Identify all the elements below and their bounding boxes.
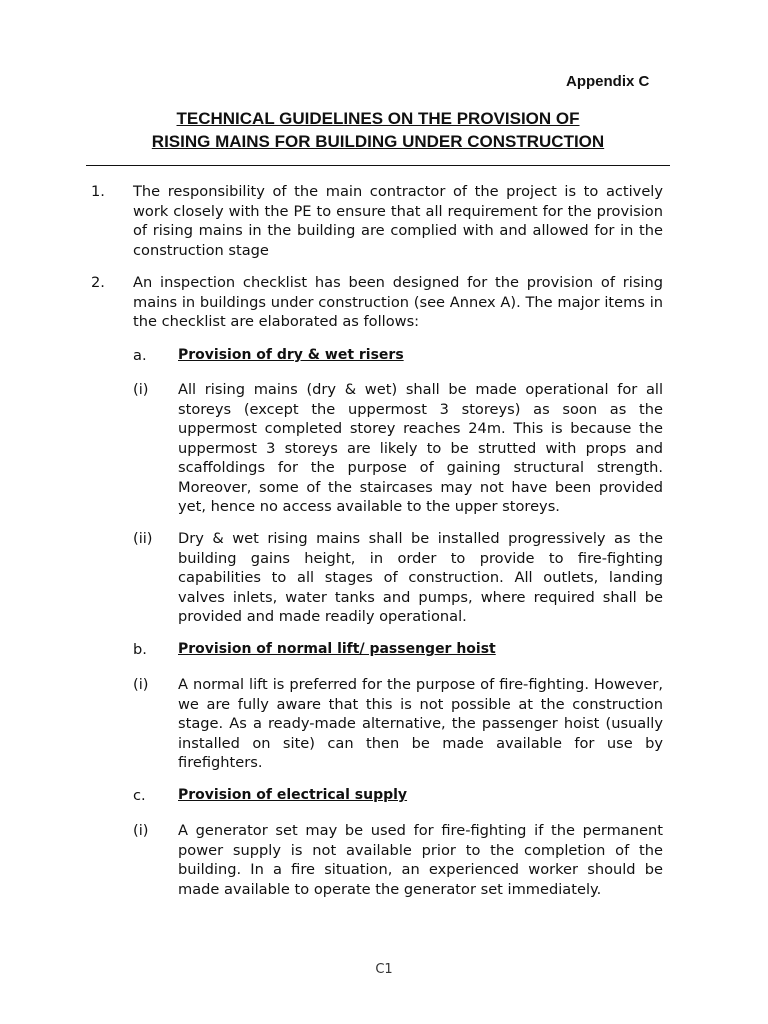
section-heading-b: Provision of normal lift/ passenger hoist <box>178 641 496 657</box>
subitem-label-b-i: (i) <box>133 676 149 693</box>
subitem-label-a-ii: (ii) <box>133 530 153 547</box>
section-letter-a: a. <box>133 347 147 364</box>
page-number: C1 <box>375 962 393 977</box>
section-heading-c: Provision of electrical supply <box>178 787 408 803</box>
section-letter-c: c. <box>133 787 146 804</box>
subitem-text-a-i: All rising mains (dry & wet) shall be made operational for all storeys (except the uppermost 3 storeys) as soon as the uppermost completed storey reaches 24m. This is because the uppermost 3 storeys are likely to be strutted with props and scaffoldings for the purpose of gaining structural strength. Moreover, some of the staircases may not have been provided yet, hence no access available to the upper storeys. <box>178 381 663 515</box>
title-divider <box>86 165 670 166</box>
section-letter-b: b. <box>133 641 147 658</box>
appendix-label: Appendix C <box>566 73 650 90</box>
item-number-1: 1. <box>91 183 105 200</box>
document-title-line-1: TECHNICAL GUIDELINES ON THE PROVISION OF <box>176 109 580 128</box>
subitem-text-a-ii: Dry & wet rising mains shall be installed progressively as the building gains height, in order to provide to fire-fighting capabilities to all stages of construction. All outlets, landing valves inlets, water tanks and pumps, where required shall be provided and made readily operational. <box>178 530 663 625</box>
item-text-1: The responsibility of the main contractor of the project is to actively work closely with the PE to ensure that all requirement for the provision of rising mains in the building are complied with and allowed for in the construction stage <box>133 183 663 259</box>
subitem-text-b-i: A normal lift is preferred for the purpose of fire-fighting. However, we are fully aware that this is not possible at the construction stage. As a ready-made alternative, the passenger hoist (usually installed on site) can then be made available for use by firefighters. <box>178 676 663 771</box>
document-title-line-2: RISING MAINS FOR BUILDING UNDER CONSTRUCTION <box>151 132 605 151</box>
section-heading-a: Provision of dry & wet risers <box>178 347 404 363</box>
item-number-2: 2. <box>91 274 105 291</box>
item-text-2: An inspection checklist has been designed for the provision of rising mains in buildings under construction (see Annex A). The major items in the checklist are elaborated as follows: <box>133 274 663 330</box>
subitem-text-c-i: A generator set may be used for fire-fighting if the permanent power supply is not available prior to the completion of the building. In a fire situation, an experienced worker should be made available to operate the generator set immediately. <box>178 822 663 898</box>
subitem-label-c-i: (i) <box>133 822 149 839</box>
subitem-label-a-i: (i) <box>133 381 149 398</box>
